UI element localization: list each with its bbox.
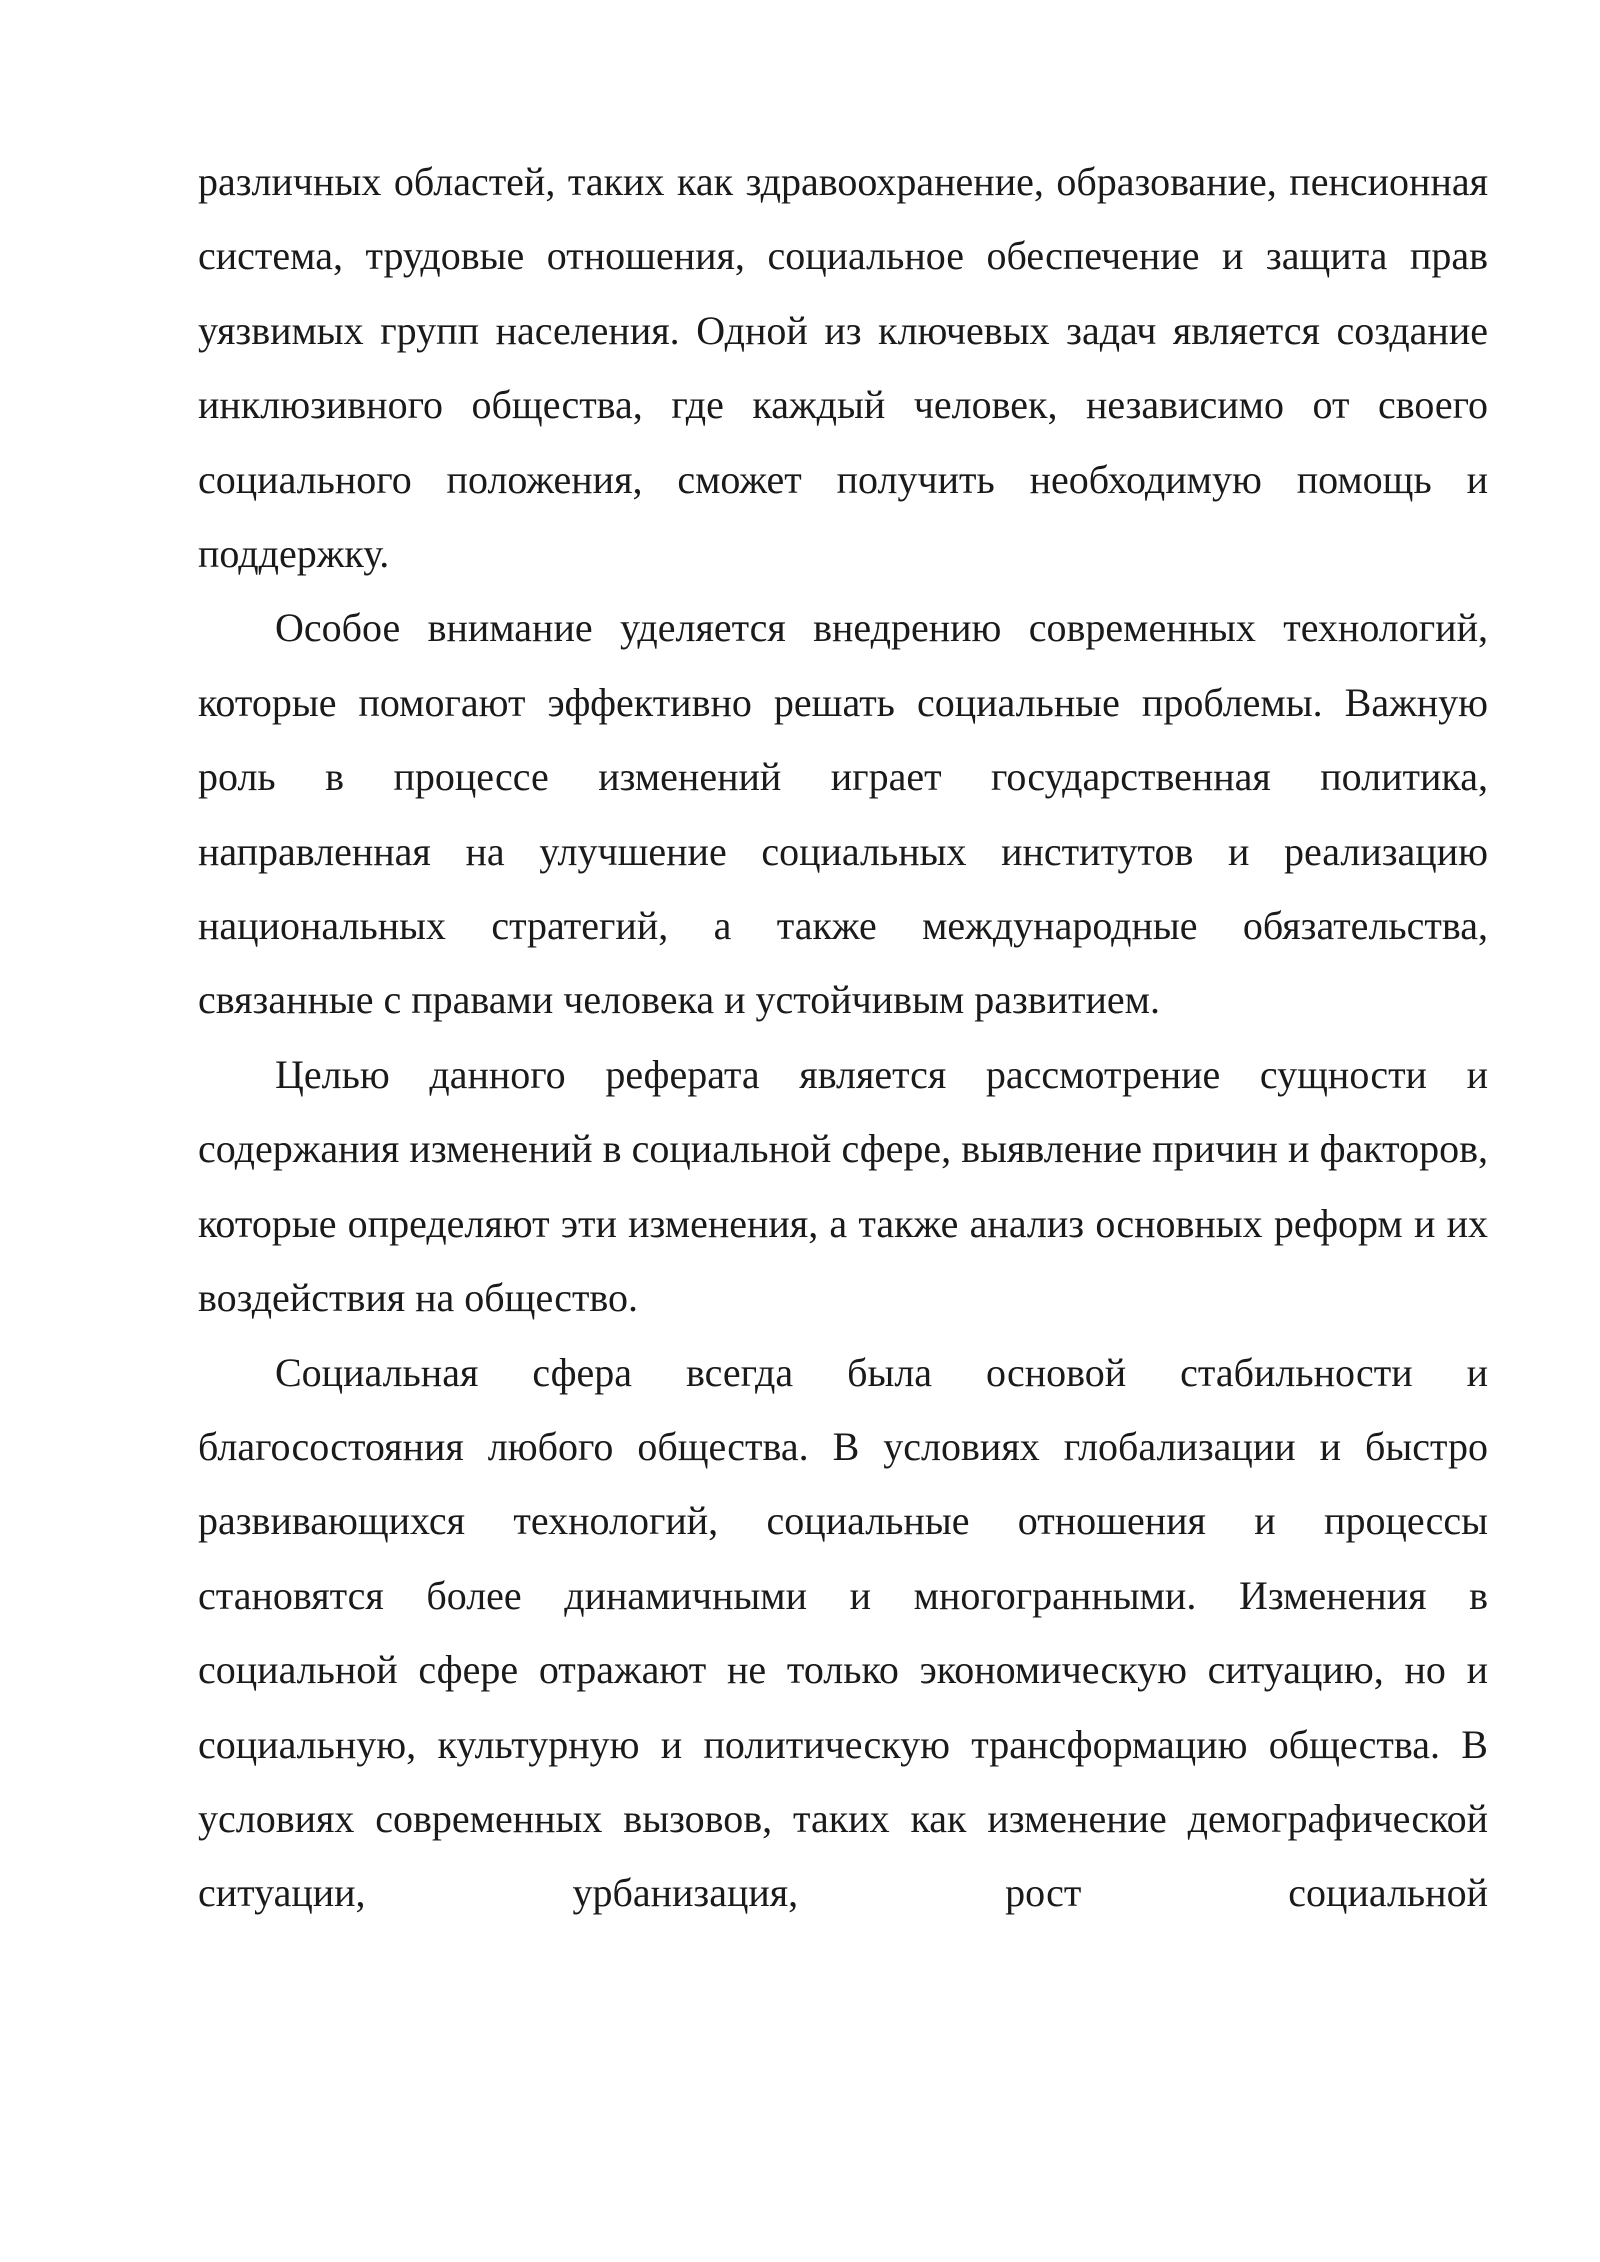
paragraph-2: Особое внимание уделяется внедрению современных технологий, которые помогают эффективно решать социальные проблемы. Важную роль в процессе изменений играет государственная политика, направленная на улучшение социальных институтов и реализацию национальных стратегий, а также международные обязательства, связанные с правами человека и устойчивым развитием. xyxy=(198,605,1488,1023)
document-body xyxy=(198,145,1488,1931)
paragraph-1: различных областей, таких как здравоохранение, образование, пенсионная система, трудовые отношения, социальное обеспечение и защита прав уязвимых групп населения. Одной из ключевых задач является создание инклюзивного общества, где каждый человек, независимо от своего социального положения, сможет получить необходимую помощь и поддержку. xyxy=(198,159,1488,577)
paragraph-3: Целью данного реферата является рассмотрение сущности и содержания изменений в социальной сфере, выявление причин и факторов, которые определяют эти изменения, а также анализ основных реформ и их воздействия на общество. xyxy=(198,1051,1488,1321)
paragraph-4: Социальная сфера всегда была основой стабильности и благосостояния любого общества. В условиях глобализации и быстро развивающихся технологий, социальные отношения и процессы становятся более динамичными и многогранными. Изменения в социальной сфере отражают не только экономическую ситуацию, но и социальную, культурную и политическую трансформацию общества. В условиях современных вызовов, таких как изменение демографической ситуации, урбанизация, рост социальной xyxy=(198,1349,1488,1916)
